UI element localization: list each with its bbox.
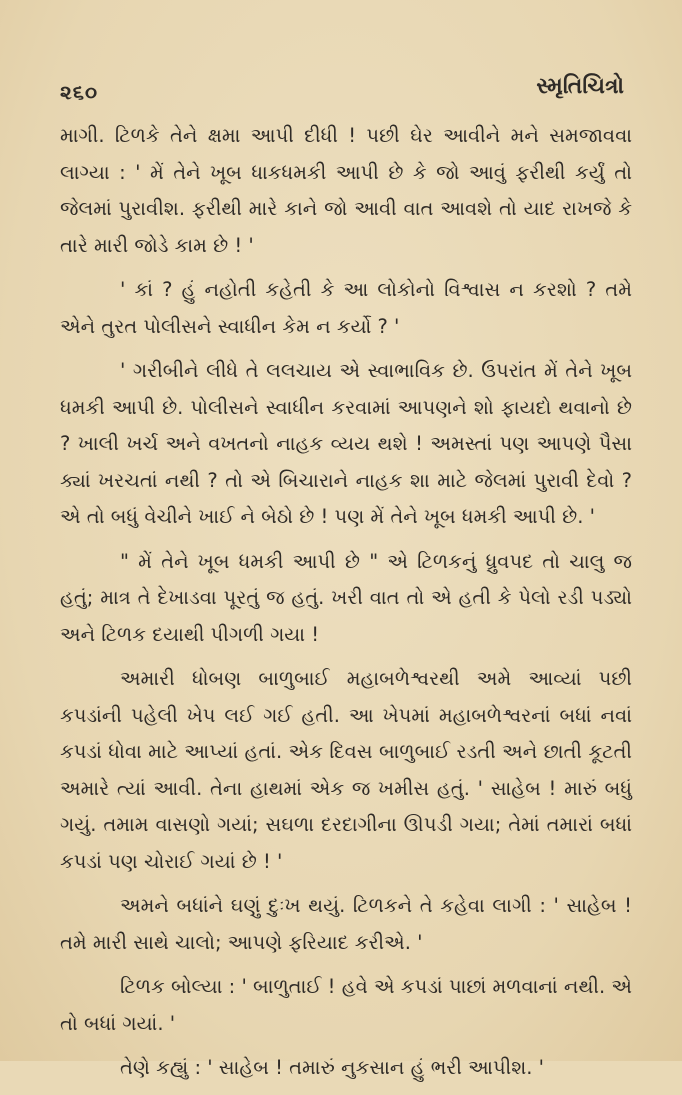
paragraph: અમને બધાંને ઘણું દુઃખ થયું. ટિળકને તે કહેવા લાગી : ' સાહેબ ! તમે મારી સાથે ચાલો; આપણે ફરિયાદ કરીએ. ' [60, 894, 632, 954]
paragraph: અમારી ધોબણ બાળુબાઈ મહાબળેશ્વરથી અમે આવ્યાં પછી કપડાંની પહેલી ખેપ લઈ ગઈ હતી. આ ખેપમાં મહાબળેશ્વરનાં બધાં નવાં કપડાં ધોવા માટે આપ્યાં હતાં. એક દિવસ બાળુબાઈ રડતી અને છાતી કૂટતી અમારે ત્યાં આવી. તેના હાથમાં એક જ ખમીસ હતું. ' સાહેબ ! મારું બધું ગયું. તમામ વાસણો ગયાં; સઘળા દરદાગીના ઊપડી ગયા; તેમાં તમારાં બધાં કપડાં પણ ચોરાઈ ગયાં છે ! ' [60, 667, 632, 873]
running-title: સ્મૃતિચિત્રો [536, 74, 624, 99]
paragraph: ટિળક બોલ્યા : ' બાળુતાઈ ! હવે એ કપડાં પાછાં મળવાનાં નથી. એ તો બધાં ગયાં. ' [60, 975, 632, 1035]
paragraph: માગી. ટિળકે તેને ક્ષમા આપી દીધી ! પછી ઘેર આવીને મને સમજાવવા લાગ્યા : ' મેં તેને ખૂબ ધાકધમકી આપી છે કે જો આવું ફરીથી કર્યું તો જેલમાં પુરાવીશ. ફરીથી મારે કાને જો આવી વાત આવશે તો યાદ રાખજે કે તારે મારી જોડે કામ છે ! ' [60, 124, 632, 257]
body-text [60, 118, 632, 1095]
paragraph: તેણે કહ્યું : ' સાહેબ ! તમારું નુકસાન હું ભરી આપીશ. ' [120, 1056, 544, 1079]
paragraph: ' કાં ? હું નહોતી કહેતી કે આ લોકોનો વિશ્વાસ ન કરશો ? તમે એને તુરત પોલીસને સ્વાધીન કેમ ન કર્યો ? ' [60, 278, 632, 338]
page-number: ૨૬૦ [60, 80, 98, 104]
paragraph: ' ગરીબીને લીધે તે લલચાય એ સ્વાભાવિક છે. ઉપરાંત મેં તેને ખૂબ ધમકી આપી છે. પોલીસને સ્વાધીન કરવામાં આપણને શો ફાયદો થવાનો છે ? ખાલી ખર્ચ અને વખતનો નાહક વ્યય થશે ! અમસ્તાં પણ આપણે પૈસા ક્યાં ખરચતાં નથી ? તો એ બિચારાને નાહક શા માટે જેલમાં પુરાવી દેવો ? એ તો બધું વેચીને ખાઈ ને બેઠો છે ! પણ મેં તેને ખૂબ ધમકી આપી છે. ' [60, 359, 632, 528]
paragraph: " મેં તેને ખૂબ ધમકી આપી છે " એ ટિળકનું ધ્રુવપદ તો ચાલુ જ હતું; માત્ર તે દેખાડવા પૂરતું જ હતું. ખરી વાત તો એ હતી કે પેલો રડી પડ્યો અને ટિળક દયાથી પીગળી ગયા ! [60, 549, 632, 646]
